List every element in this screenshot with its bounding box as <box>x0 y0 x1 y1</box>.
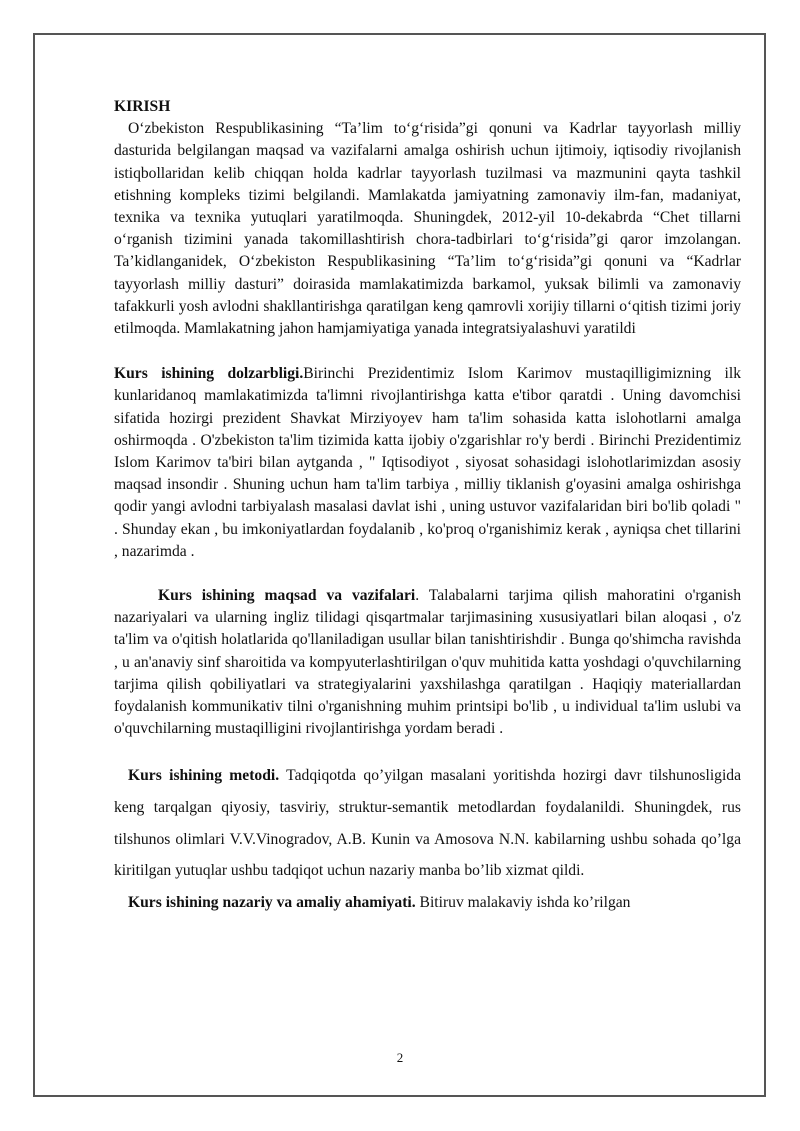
section-heading-intro: KIRISH <box>114 98 171 115</box>
relevance-paragraph <box>114 363 741 563</box>
page-number: 2 <box>396 1050 404 1065</box>
goals-paragraph <box>114 585 741 740</box>
significance-text: Bitiruv malakaviy ishda ko’rilgan <box>415 893 631 911</box>
significance-label: Kurs ishining nazariy va amaliy ahamiyati. <box>128 893 416 911</box>
goals-text: . Talabalarni tarjima qilish mahoratini o'rganish nazariyalari va ularning ingliz tilidagi qisqartmalar tarjimasining xususiyatlari bilan aloqasi , o'z ta'lim va o'qitish holatlarida qo'llaniladigan usullar bilan tanishtirishdir . Bunga qo'shimcha ravishda , u an'anaviy sinf sharoitida va kompyuterlashtirilgan o'quv muhitida katta yoshdagi o'quvchilarning tarjima qilish qobiliyatlari va strategiyalarini yaxshilashga qaratilgan . Haqiqiy materiallardan foydalanish kommunikativ tilni o'rganishning muhim printsipi bo'lib , u individual ta'lim uslubi va o'quvchilarning mustaqilligini rivojlantirishga yordam beradi . <box>114 587 742 738</box>
significance-paragraph <box>114 887 741 919</box>
method-paragraph <box>114 760 741 886</box>
goals-label: Kurs ishining maqsad va vazifalari <box>158 587 416 605</box>
relevance-text: Birinchi Prezidentimiz Islom Karimov mustaqilligimizning ilk kunlaridanoq mamlakatimizda ta'limni rivojlantirishga katta e'tibor qaratdi . Uning davomchisi sifatida hozirgi prezident Shavkat Mirziyoyev ham ta'lim sohasida katta islohotlarni amalga oshirmoqda . O'zbekiston ta'lim tizimida katta ijobiy o'zgarishlar ro'y berdi . Birinchi Prezidentimiz Islom Karimov ta'biri bilan aytganda , " Iqtisodiyot , siyosat sohasidagi islohotlarimizdan asosiy maqsad insondir . Shuning uchun ham ta'lim tarbiya , milliy tiklanish g'oyasini amalga oshirishga qodir yangi avlodni tarbiyalash masalasi davlat ishi , uning ustuvor vazifalaridan biri bo'lib qoladi " . Shunday ekan , bu imkoniyatlardan foydalanib , ko'proq o'rganishimiz kerak , ayniqsa chet tillarini , nazarimda . <box>114 365 741 560</box>
intro-paragraph: O‘zbekiston Respublikasining “Ta’lim to‘g‘risida”gi qonuni va Kadrlar tayyorlash milliy dasturida belgilangan maqsad va vazifalarni amalga oshirish uchun ijtimoiy, iqtisodiy rivojlanish istiqbollaridan kelib chiqqan holda kadrlar tayyorlash tuzilmasi va mazmunini qayta tashkil etishning kompleks tizimi belgilandi. Mamlakatda jamiyatning zamonaviy ilm-fan, madaniyat, texnika va texnika yutuqlari yaratilmoqda. Shuningdek, 2012-yil 10-dekabrda “Chet tillarni o‘rganish tizimini yanada takomillashtirish chora-tadbirlari to‘g‘risida”gi qaror imzolangan. Ta’kidlanganidek, O‘zbekiston Respublikasining “Ta’lim to‘g‘risida”gi qonuni va “Kadrlar tayyorlash milliy dasturi” doirasida mamlakatimizda barkamol, yuksak bilimli va zamonaviy tafakkurli yosh avlodni shakllantirishga qaratilgan keng qamrovli xorijiy tillarni o‘qitish tizimi joriy etilmoqda. Mamlakatning jahon hamjamiyatiga yanada integratsiyalashuvi yaratildi <box>114 120 741 338</box>
method-text: Tadqiqotda qo’yilgan masalani yoritishda hozirgi davr tilshunosligida keng tarqalgan qiyosiy, tasviriy, struktur-semantik metodlardan foydalanildi. Shuningdek, rus tilshunos olimlari V.V.Vinogradov, A.B. Kunin va Amosova N.N. kabilarning ushbu sohada qo’lga kiritilgan yutuqlar ushbu tadqiqot uchun nazariy manba bo’lib xizmat qildi. <box>114 767 741 880</box>
relevance-label: Kurs ishining dolzarbligi. <box>114 365 304 383</box>
method-label: Kurs ishining metodi. <box>128 767 280 785</box>
document-body <box>114 96 741 918</box>
